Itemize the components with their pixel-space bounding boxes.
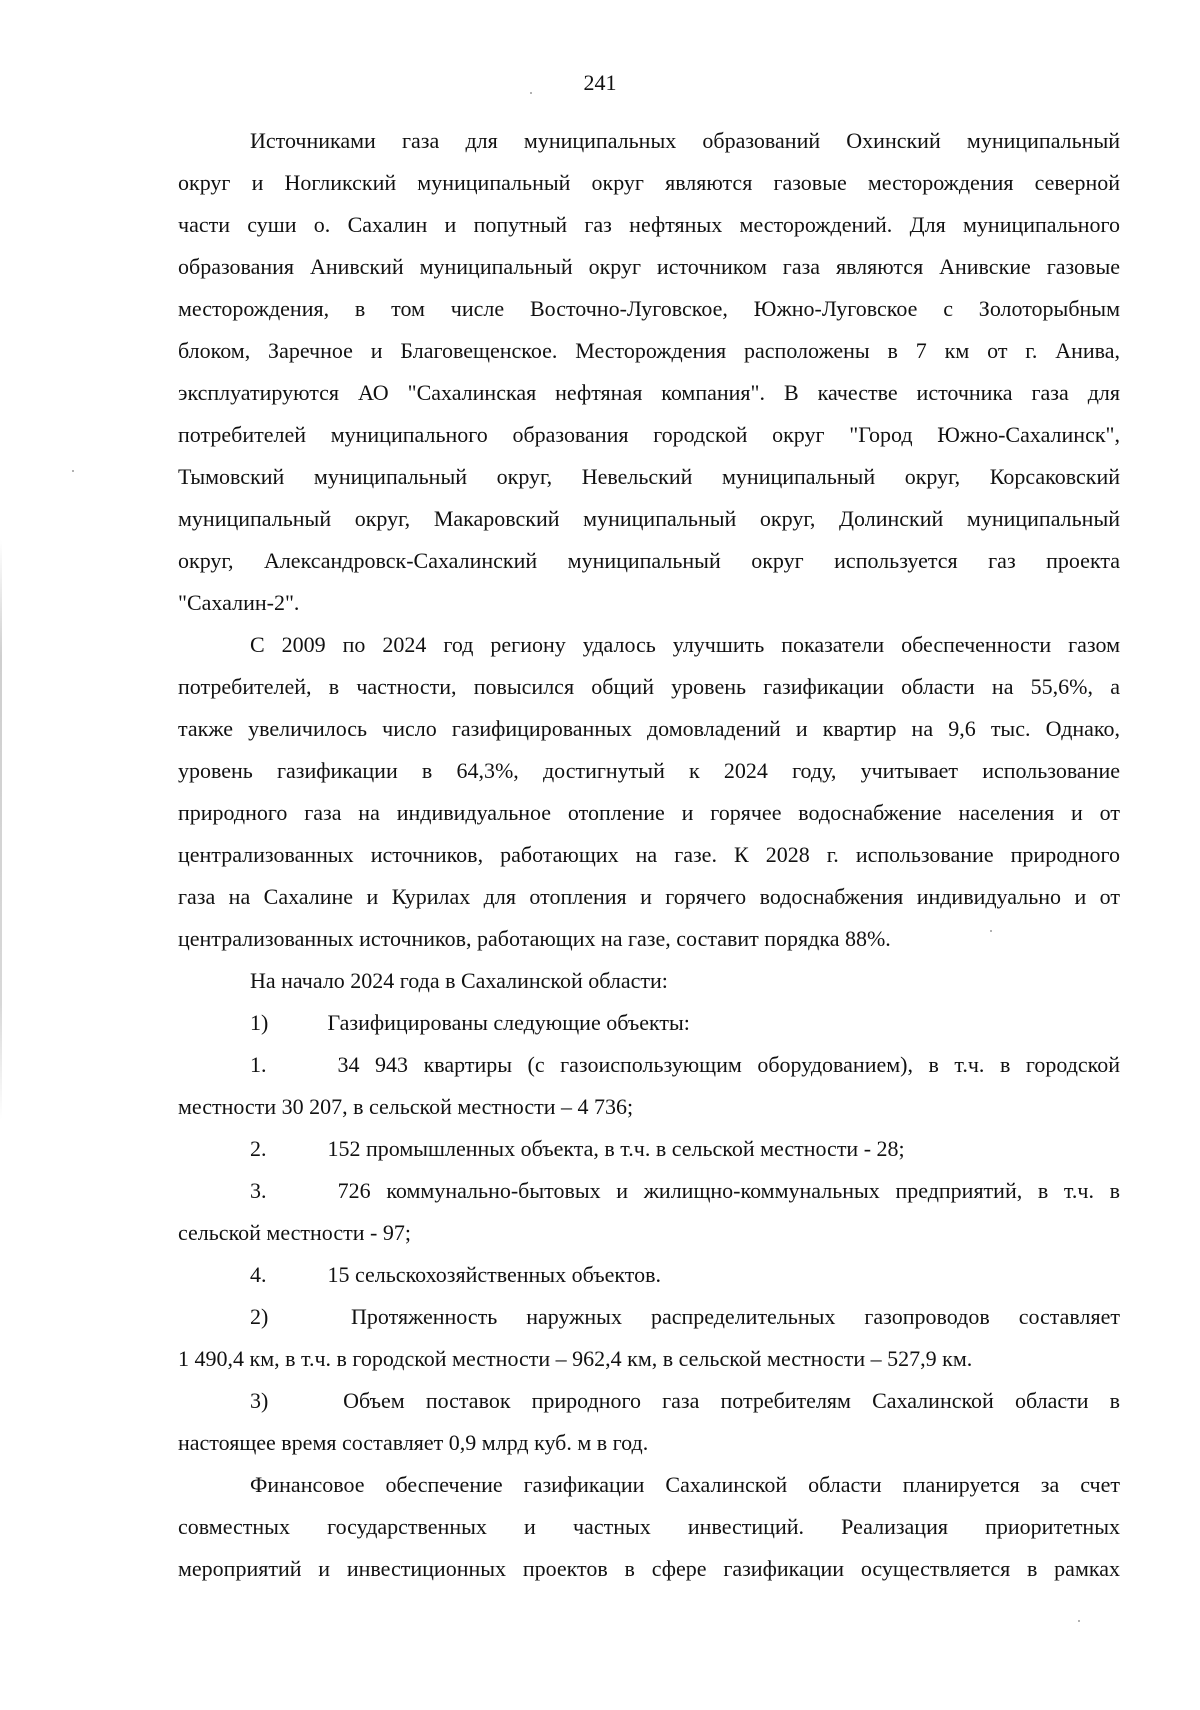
list-item-gasified-objects [178, 1002, 1120, 1044]
list-marker: 2) [250, 1304, 269, 1329]
text-line: На начало 2024 года в Сахалинской области: [250, 968, 668, 993]
page-number: 241 [583, 70, 617, 95]
list-item-text: 152 промышленных объекта, в т.ч. в сельской местности - 28; [327, 1136, 905, 1161]
paragraph-gas-sources [178, 120, 1120, 624]
list-item-text: Объем поставок природного газа потребителям Сахалинской области в [343, 1388, 1120, 1413]
text-line: уровень газификации в 64,3%, достигнутый к 2024 году, учитывает использование [178, 758, 1120, 783]
text-line: централизованных источников, работающих на газе, составит порядка 88%. [178, 926, 891, 951]
text-line: округ и Ногликский муниципальный округ являются газовые месторождения северной [178, 170, 1120, 195]
list-item-line [178, 1170, 1120, 1212]
text-line: совместных государственных и частных инвестиций. Реализация приоритетных [178, 1514, 1120, 1539]
text-line: сельской местности - 97; [178, 1220, 411, 1245]
text-line: С 2009 по 2024 год региону удалось улучшить показатели обеспеченности газом [250, 632, 1120, 657]
list-item-supply-volume [178, 1380, 1120, 1464]
list-marker: 3. [250, 1178, 267, 1203]
list-item-text: Газифицированы следующие объекты: [327, 1010, 690, 1035]
list-marker: 4. [250, 1262, 267, 1287]
paragraph-gasification-progress [178, 624, 1120, 960]
text-line: газа на Сахалине и Курилах для отопления и горячего водоснабжения индивидуально и от [178, 884, 1120, 909]
text-line: "Сахалин-2". [178, 590, 300, 615]
text-line: Тымовский муниципальный округ, Невельский муниципальный округ, Корсаковский [178, 464, 1120, 489]
scan-speck [72, 470, 74, 472]
text-line: части суши о. Сахалин и попутный газ нефтяных месторождений. Для муниципального [178, 212, 1120, 237]
text-line: образования Анивский муниципальный округ источником газа являются Анивские газовые [178, 254, 1120, 279]
text-line: блоком, Заречное и Благовещенское. Месторождения расположены в 7 км от г. Анива, [178, 338, 1120, 363]
list-item-line [178, 1296, 1120, 1338]
list-item-text: Протяженность наружных распределительных газопроводов составляет [351, 1304, 1121, 1329]
text-line: 1 490,4 км, в т.ч. в городской местности – 962,4 км, в сельской местности – 527,9 км. [178, 1346, 973, 1371]
text-line: местности 30 207, в сельской местности – 4 736; [178, 1094, 634, 1119]
text-line: потребителей, в частности, повысился общий уровень газификации области на 55,6%, а [178, 674, 1120, 699]
list-item-text: 726 коммунально-бытовых и жилищно-коммунальных предприятий, в т.ч. в [337, 1178, 1121, 1203]
document-body [178, 120, 1120, 1590]
text-line: природного газа на индивидуальное отопление и горячее водоснабжение населения и от [178, 800, 1120, 825]
scan-edge-shadow [0, 540, 2, 1120]
text-line: потребителей муниципального образования городской округ "Город Южно-Сахалинск", [178, 422, 1120, 447]
list-item-communal [178, 1170, 1120, 1254]
list-item-text: 34 943 квартиры (с газоиспользующим оборудованием), в т.ч. в городской [337, 1052, 1121, 1077]
list-item-industrial [178, 1128, 1120, 1170]
text-line: месторождения, в том числе Восточно-Луговское, Южно-Луговское с Золоторыбным [178, 296, 1120, 321]
list-item-pipelines [178, 1296, 1120, 1380]
paragraph-status-intro [178, 960, 1120, 1002]
paragraph-financing [178, 1464, 1120, 1590]
list-marker: 1. [250, 1052, 267, 1077]
text-line: округ, Александровск-Сахалинский муниципальный округ используется газ проекта [178, 548, 1120, 573]
list-marker: 2. [250, 1136, 267, 1161]
list-item-apartments [178, 1044, 1120, 1128]
text-line: Финансовое обеспечение газификации Сахалинской области планируется за счет [250, 1472, 1120, 1497]
list-item-agricultural [178, 1254, 1120, 1296]
text-line: настоящее время составляет 0,9 млрд куб. м в год. [178, 1430, 649, 1455]
list-marker: 3) [250, 1388, 269, 1413]
list-marker: 1) [250, 1010, 269, 1035]
list-item-text: 15 сельскохозяйственных объектов. [327, 1262, 661, 1287]
scan-speck [1078, 1620, 1080, 1622]
text-line: также увеличилось число газифицированных домовладений и квартир на 9,6 тыс. Однако, [178, 716, 1120, 741]
list-item-line [178, 1044, 1120, 1086]
text-line: мероприятий и инвестиционных проектов в сфере газификации осуществляется в рамках [178, 1556, 1120, 1581]
text-line: эксплуатируются АО "Сахалинская нефтяная компания". В качестве источника газа для [178, 380, 1120, 405]
text-line: централизованных источников, работающих на газе. К 2028 г. использование природного [178, 842, 1120, 867]
text-line: Источниками газа для муниципальных образований Охинский муниципальный [250, 128, 1120, 153]
list-item-line [178, 1380, 1120, 1422]
text-line: муниципальный округ, Макаровский муниципальный округ, Долинский муниципальный [178, 506, 1120, 531]
